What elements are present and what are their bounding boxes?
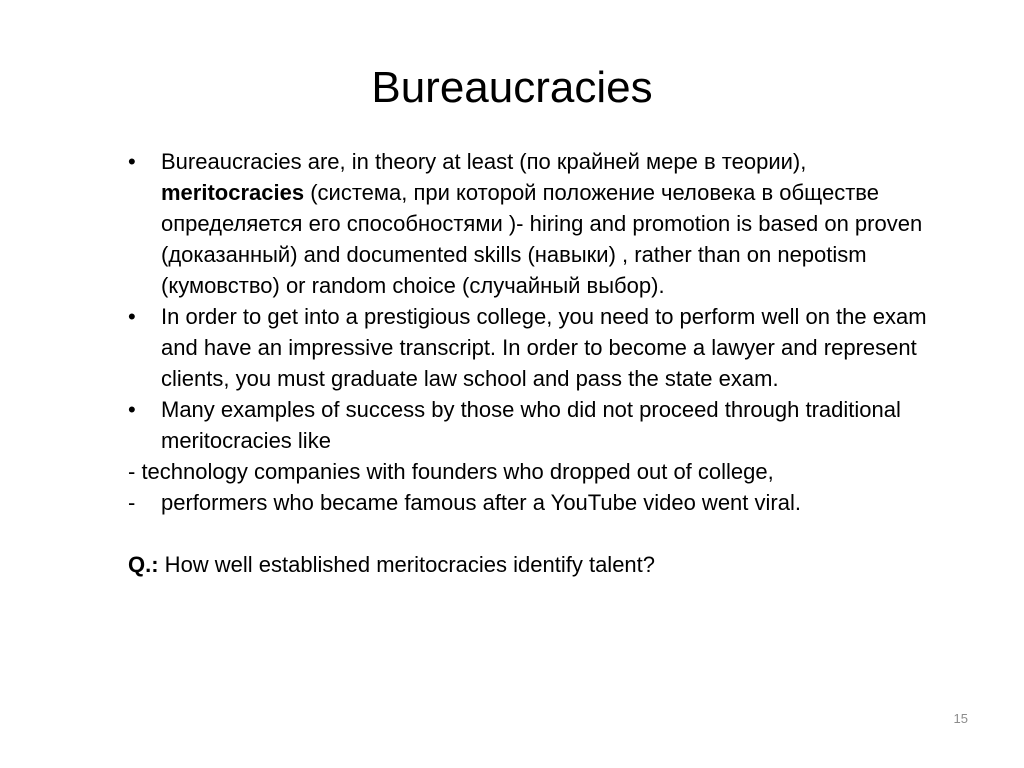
- dash-line-performers: [128, 487, 948, 518]
- dash-text: performers who became famous after a YouTube video went viral.: [161, 490, 801, 515]
- bullet-text: Many examples of success by those who did not proceed through traditional meritocracies like: [161, 397, 901, 453]
- bullet-text: In order to get into a prestigious college, you need to perform well on the exam and have an impressive transcript. In order to become a lawyer and represent clients, you must graduate law school and pass the state exam.: [161, 304, 927, 391]
- question-line: [128, 549, 948, 580]
- question-label: Q.:: [128, 552, 159, 577]
- dash-line-technology: - technology companies with founders who dropped out of college,: [128, 459, 774, 484]
- bullet-text: Bureaucracies are, in theory at least (по крайней мере в теории),: [161, 149, 807, 174]
- slide-body: [128, 146, 948, 580]
- bullet-icon: •: [128, 304, 136, 329]
- bold-term: meritocracies: [161, 180, 305, 205]
- bullet-item-college: [128, 301, 948, 394]
- bullet-icon: •: [128, 397, 136, 422]
- bullet-item-meritocracies: [128, 146, 948, 301]
- bullet-item-examples: [128, 394, 948, 456]
- dash-icon: -: [128, 490, 136, 515]
- spacer: [128, 518, 948, 549]
- question-text: How well established meritocracies identify talent?: [158, 552, 656, 577]
- bullet-icon: •: [128, 149, 136, 174]
- bullet-text-continued: (система, при которой положение человека в обществе определяется его способностями )- hiring and promotion is based on proven (доказанный) and documented skills (навыки) , rather than on nepotism (кумовство) or random choice (случайный выбор).: [161, 180, 923, 298]
- page-number: 15: [953, 711, 968, 726]
- slide-title: Bureaucracies: [371, 63, 653, 112]
